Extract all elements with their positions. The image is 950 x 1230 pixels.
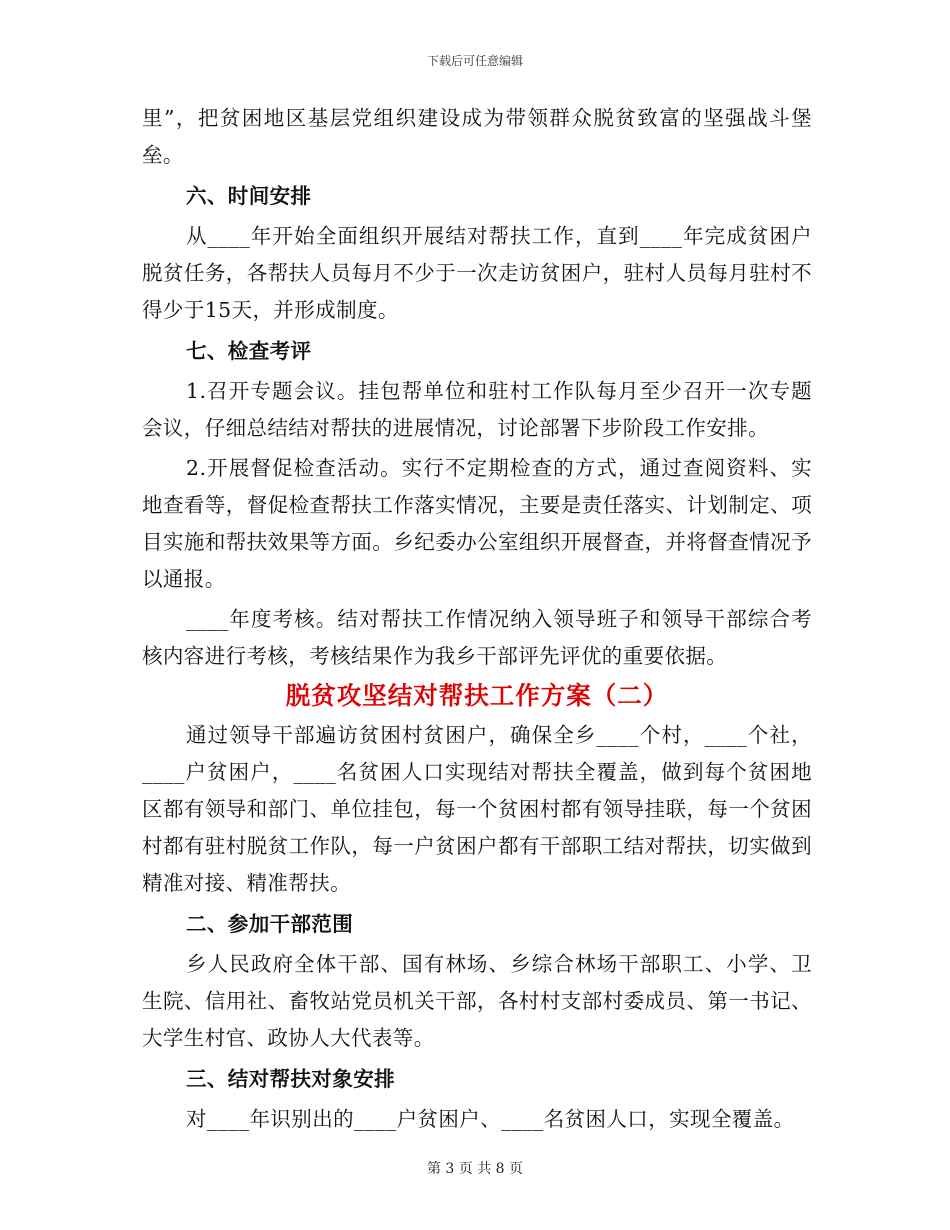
page-header: 下载后可任意编辑 — [426, 54, 523, 68]
heading-time-schedule: 六、时间安排 — [186, 184, 312, 208]
paragraph-continuation: 里”，把贫困地区基层党组织建设成为带领群众脱贫致富的坚强战斗堡垒。 — [142, 106, 812, 167]
paragraph-pairing-targets: 对____年识别出的____户贫困户、____名贫困人口，实现全覆盖。 — [186, 1107, 795, 1131]
paragraph-supervision: 2.开展督促检查活动。实行不定期检查的方式，通过查阅资料、实地查看等，督促检查帮扶工作落实情况，主要是责任落实、计划制定、项目实施和帮扶效果等方面。乡纪委办公室组织开展督查，并将督查情况予以通报。 — [142, 456, 812, 591]
paragraph-meeting: 1.召开专题会议。挂包帮单位和驻村工作队每月至少召开一次专题会议，仔细总结结对帮扶的进展情况，讨论部署下步阶段工作安排。 — [142, 379, 812, 440]
page-footer: 第 3 页 共 8 页 — [426, 1161, 524, 1177]
heading-pairing-targets: 三、结对帮扶对象安排 — [186, 1067, 395, 1091]
paragraph-intro: 通过领导干部遍访贫困村贫困户，确保全乡____个村，____个社，____户贫困户，____名贫困人口实现结对帮扶全覆盖，做到每个贫困地区都有领导和部门、单位挂包，每一个贫困村都有领导挂联，每一个贫困村都有驻村脱贫工作队，每一户贫困户都有干部职工结对帮扶，切实做到精准对接、精准帮扶。 — [142, 723, 812, 895]
paragraph-time-schedule: 从____年开始全面组织开展结对帮扶工作，直到____年完成贫困户脱贫任务，各帮扶人员每月不少于一次走访贫困户，驻村人员每月驻村不得少于15天，并形成制度。 — [142, 224, 812, 322]
paragraph-annual-review: ____年度考核。结对帮扶工作情况纳入领导班子和领导干部综合考核内容进行考核，考核结果作为我乡干部评先评优的重要依据。 — [142, 607, 812, 668]
document-body — [142, 100, 812, 1138]
paragraph-cadre-scope: 乡人民政府全体干部、国有林场、乡综合林场干部职工、小学、卫生院、信用社、畜牧站党员机关干部，各村村支部村委成员、第一书记、大学生村官、政协人大代表等。 — [142, 952, 812, 1050]
section-title: 脱贫攻坚结对帮扶工作方案（二） — [285, 681, 669, 710]
heading-inspection: 七、检查考评 — [186, 339, 312, 363]
heading-cadre-scope: 二、参加干部范围 — [186, 912, 354, 936]
